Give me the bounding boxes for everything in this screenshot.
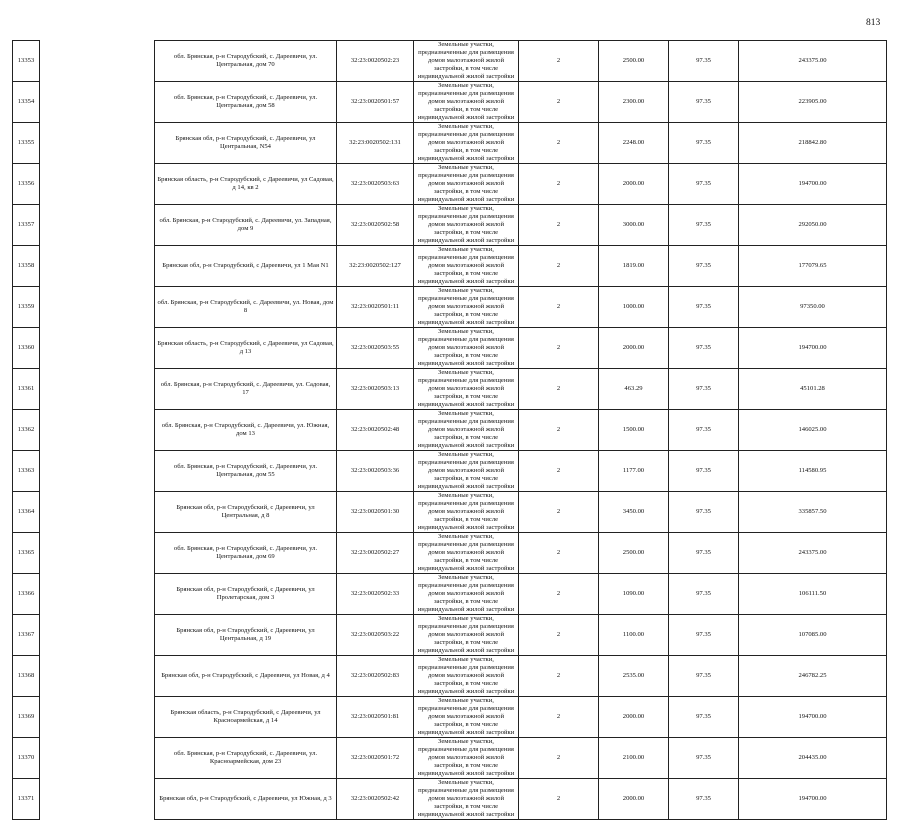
cell-rate: 97.35 bbox=[669, 287, 739, 328]
cell-address: Брянская обл, р-н Стародубский, с Дареевичи, ул Южная, д 3 bbox=[155, 779, 337, 820]
table-row bbox=[13, 574, 887, 615]
cell-land-use: Земельные участки, предназначенные для размещения домов малоэтажной жилой застройки, в том числе индивидуальной жилой застройки bbox=[414, 164, 519, 205]
cell-cadastral-value: 194700.00 bbox=[739, 328, 887, 369]
cell-area: 463.29 bbox=[599, 369, 669, 410]
cell-area: 1177.00 bbox=[599, 451, 669, 492]
cell-address: Брянская обл, р-н Стародубский, с Дареевичи, ул 1 Мая N1 bbox=[155, 246, 337, 287]
cell-spacer bbox=[40, 492, 155, 533]
cell-land-use: Земельные участки, предназначенные для размещения домов малоэтажной жилой застройки, в том числе индивидуальной жилой застройки bbox=[414, 41, 519, 82]
cell-address: Брянская область, р-н Стародубский, с Дареевичи, ул Садовая, д 13 bbox=[155, 328, 337, 369]
cell-cadastral-value: 106111.50 bbox=[739, 574, 887, 615]
cell-cadastral-number: 32:23:0020502:33 bbox=[337, 574, 414, 615]
cell-rate: 97.35 bbox=[669, 574, 739, 615]
cell-land-use: Земельные участки, предназначенные для размещения домов малоэтажной жилой застройки, в том числе индивидуальной жилой застройки bbox=[414, 123, 519, 164]
cell-category: 2 bbox=[519, 615, 599, 656]
cell-row-number: 13370 bbox=[13, 738, 40, 779]
cell-cadastral-number: 32:23:0020501:30 bbox=[337, 492, 414, 533]
cell-rate: 97.35 bbox=[669, 615, 739, 656]
cell-rate: 97.35 bbox=[669, 164, 739, 205]
cell-address: Брянская область, р-н Стародубский, с Дареевичи, ул Красноармейская, д 14 bbox=[155, 697, 337, 738]
cell-address: Брянская обл, р-н Стародубский, с Дареевичи, ул Пролетарская, дом 3 bbox=[155, 574, 337, 615]
cell-spacer bbox=[40, 82, 155, 123]
cell-land-use: Земельные участки, предназначенные для размещения домов малоэтажной жилой застройки, в том числе индивидуальной жилой застройки bbox=[414, 697, 519, 738]
cell-area: 3450.00 bbox=[599, 492, 669, 533]
cell-row-number: 13353 bbox=[13, 41, 40, 82]
table-row bbox=[13, 41, 887, 82]
cell-spacer bbox=[40, 533, 155, 574]
cell-spacer bbox=[40, 328, 155, 369]
cell-cadastral-value: 292050.00 bbox=[739, 205, 887, 246]
cell-category: 2 bbox=[519, 41, 599, 82]
cell-cadastral-value: 177079.65 bbox=[739, 246, 887, 287]
cell-rate: 97.35 bbox=[669, 328, 739, 369]
cell-row-number: 13368 bbox=[13, 656, 40, 697]
cell-address: обл. Брянская, р-н Стародубский, с. Дареевичи, ул. Красноармейская, дом 23 bbox=[155, 738, 337, 779]
table-row bbox=[13, 779, 887, 820]
table-row bbox=[13, 287, 887, 328]
cell-address: обл. Брянская, р-н Стародубский, с. Дареевичи, ул. Южная, дом 13 bbox=[155, 410, 337, 451]
cell-cadastral-value: 107085.00 bbox=[739, 615, 887, 656]
cell-cadastral-value: 194700.00 bbox=[739, 779, 887, 820]
cell-row-number: 13369 bbox=[13, 697, 40, 738]
cell-rate: 97.35 bbox=[669, 123, 739, 164]
cell-cadastral-number: 32:23:0020502:83 bbox=[337, 656, 414, 697]
cell-row-number: 13355 bbox=[13, 123, 40, 164]
cell-spacer bbox=[40, 656, 155, 697]
page-number: 813 bbox=[866, 18, 881, 28]
cell-area: 2000.00 bbox=[599, 779, 669, 820]
table-row bbox=[13, 82, 887, 123]
cell-address: Брянская обл, р-н Стародубский, с. Дареевичи, ул Центральная, N54 bbox=[155, 123, 337, 164]
cell-category: 2 bbox=[519, 123, 599, 164]
cell-rate: 97.35 bbox=[669, 246, 739, 287]
cell-cadastral-number: 32:23:0020503:55 bbox=[337, 328, 414, 369]
cell-cadastral-value: 194700.00 bbox=[739, 697, 887, 738]
cell-rate: 97.35 bbox=[669, 369, 739, 410]
cell-row-number: 13371 bbox=[13, 779, 40, 820]
cell-cadastral-value: 246782.25 bbox=[739, 656, 887, 697]
cell-category: 2 bbox=[519, 779, 599, 820]
cell-row-number: 13356 bbox=[13, 164, 40, 205]
cell-rate: 97.35 bbox=[669, 205, 739, 246]
cell-land-use: Земельные участки, предназначенные для размещения домов малоэтажной жилой застройки, в том числе индивидуальной жилой застройки bbox=[414, 369, 519, 410]
table-row bbox=[13, 123, 887, 164]
cell-land-use: Земельные участки, предназначенные для размещения домов малоэтажной жилой застройки, в том числе индивидуальной жилой застройки bbox=[414, 492, 519, 533]
cell-cadastral-value: 97350.00 bbox=[739, 287, 887, 328]
cell-land-use: Земельные участки, предназначенные для размещения домов малоэтажной жилой застройки, в том числе индивидуальной жилой застройки bbox=[414, 410, 519, 451]
cell-spacer bbox=[40, 738, 155, 779]
cell-category: 2 bbox=[519, 574, 599, 615]
cell-row-number: 13359 bbox=[13, 287, 40, 328]
cell-cadastral-number: 32:23:0020501:57 bbox=[337, 82, 414, 123]
table-row bbox=[13, 164, 887, 205]
cell-cadastral-number: 32:23:0020502:27 bbox=[337, 533, 414, 574]
table-body bbox=[13, 41, 887, 820]
cell-area: 1100.00 bbox=[599, 615, 669, 656]
cell-row-number: 13366 bbox=[13, 574, 40, 615]
cell-land-use: Земельные участки, предназначенные для размещения домов малоэтажной жилой застройки, в том числе индивидуальной жилой застройки bbox=[414, 779, 519, 820]
cell-land-use: Земельные участки, предназначенные для размещения домов малоэтажной жилой застройки, в том числе индивидуальной жилой застройки bbox=[414, 533, 519, 574]
cell-cadastral-number: 32:23:0020501:72 bbox=[337, 738, 414, 779]
cell-area: 1090.00 bbox=[599, 574, 669, 615]
cell-cadastral-number: 32:23:0020502:58 bbox=[337, 205, 414, 246]
cell-rate: 97.35 bbox=[669, 410, 739, 451]
cell-spacer bbox=[40, 41, 155, 82]
cell-cadastral-value: 335857.50 bbox=[739, 492, 887, 533]
cell-category: 2 bbox=[519, 533, 599, 574]
cell-cadastral-value: 243375.00 bbox=[739, 41, 887, 82]
cell-rate: 97.35 bbox=[669, 738, 739, 779]
cell-rate: 97.35 bbox=[669, 779, 739, 820]
cell-area: 2000.00 bbox=[599, 164, 669, 205]
cell-address: Брянская обл, р-н Стародубский, с Дареевичи, ул Новая, д 4 bbox=[155, 656, 337, 697]
cell-row-number: 13365 bbox=[13, 533, 40, 574]
cell-cadastral-number: 32:23:0020502:131 bbox=[337, 123, 414, 164]
cell-address: обл. Брянская, р-н Стародубский, с. Дареевичи, ул. Садовая, 17 bbox=[155, 369, 337, 410]
cell-land-use: Земельные участки, предназначенные для размещения домов малоэтажной жилой застройки, в том числе индивидуальной жилой застройки bbox=[414, 656, 519, 697]
cell-cadastral-number: 32:23:0020502:127 bbox=[337, 246, 414, 287]
table-row bbox=[13, 533, 887, 574]
cell-cadastral-number: 32:23:0020501:81 bbox=[337, 697, 414, 738]
cell-category: 2 bbox=[519, 82, 599, 123]
cell-category: 2 bbox=[519, 205, 599, 246]
cell-area: 2000.00 bbox=[599, 697, 669, 738]
cell-land-use: Земельные участки, предназначенные для размещения домов малоэтажной жилой застройки, в том числе индивидуальной жилой застройки bbox=[414, 615, 519, 656]
cell-area: 1500.00 bbox=[599, 410, 669, 451]
cell-land-use: Земельные участки, предназначенные для размещения домов малоэтажной жилой застройки, в том числе индивидуальной жилой застройки bbox=[414, 287, 519, 328]
cell-address: Брянская обл, р-н Стародубский, с Дареевичи, ул Центральная, д 19 bbox=[155, 615, 337, 656]
cell-cadastral-number: 32:23:0020502:42 bbox=[337, 779, 414, 820]
cell-address: обл. Брянская, р-н Стародубский, с. Дареевичи, ул. Центральная, дом 70 bbox=[155, 41, 337, 82]
cell-land-use: Земельные участки, предназначенные для размещения домов малоэтажной жилой застройки, в том числе индивидуальной жилой застройки bbox=[414, 738, 519, 779]
cell-category: 2 bbox=[519, 738, 599, 779]
cell-row-number: 13367 bbox=[13, 615, 40, 656]
table-row bbox=[13, 369, 887, 410]
cell-category: 2 bbox=[519, 492, 599, 533]
cell-cadastral-number: 32:23:0020502:48 bbox=[337, 410, 414, 451]
table-row bbox=[13, 656, 887, 697]
cell-category: 2 bbox=[519, 656, 599, 697]
cell-row-number: 13361 bbox=[13, 369, 40, 410]
cell-cadastral-value: 114580.95 bbox=[739, 451, 887, 492]
cell-address: Брянская область, р-н Стародубский, с Дареевичи, ул Садовая, д 14, кв 2 bbox=[155, 164, 337, 205]
cell-spacer bbox=[40, 123, 155, 164]
cell-address: обл. Брянская, р-н Стародубский, с. Дареевичи, ул. Центральная, дом 69 bbox=[155, 533, 337, 574]
cell-land-use: Земельные участки, предназначенные для размещения домов малоэтажной жилой застройки, в том числе индивидуальной жилой застройки bbox=[414, 451, 519, 492]
cell-category: 2 bbox=[519, 164, 599, 205]
cell-spacer bbox=[40, 369, 155, 410]
cell-land-use: Земельные участки, предназначенные для размещения домов малоэтажной жилой застройки, в том числе индивидуальной жилой застройки bbox=[414, 82, 519, 123]
cell-area: 2100.00 bbox=[599, 738, 669, 779]
cell-category: 2 bbox=[519, 328, 599, 369]
cell-spacer bbox=[40, 697, 155, 738]
cell-cadastral-number: 32:23:0020501:11 bbox=[337, 287, 414, 328]
cell-row-number: 13360 bbox=[13, 328, 40, 369]
cell-land-use: Земельные участки, предназначенные для размещения домов малоэтажной жилой застройки, в том числе индивидуальной жилой застройки bbox=[414, 328, 519, 369]
cell-row-number: 13363 bbox=[13, 451, 40, 492]
cell-rate: 97.35 bbox=[669, 451, 739, 492]
table-row bbox=[13, 738, 887, 779]
cell-cadastral-value: 223905.00 bbox=[739, 82, 887, 123]
cell-area: 3000.00 bbox=[599, 205, 669, 246]
cell-cadastral-number: 32:23:0020503:36 bbox=[337, 451, 414, 492]
cell-area: 2000.00 bbox=[599, 328, 669, 369]
cell-rate: 97.35 bbox=[669, 697, 739, 738]
cell-rate: 97.35 bbox=[669, 492, 739, 533]
cell-area: 2248.00 bbox=[599, 123, 669, 164]
cell-cadastral-value: 194700.00 bbox=[739, 164, 887, 205]
cell-cadastral-value: 243375.00 bbox=[739, 533, 887, 574]
cell-spacer bbox=[40, 410, 155, 451]
cell-address: обл. Брянская, р-н Стародубский, с. Дареевичи, ул. Центральная, дом 55 bbox=[155, 451, 337, 492]
table-row bbox=[13, 205, 887, 246]
cell-area: 1000.00 bbox=[599, 287, 669, 328]
cell-category: 2 bbox=[519, 369, 599, 410]
cell-rate: 97.35 bbox=[669, 82, 739, 123]
cell-cadastral-value: 204435.00 bbox=[739, 738, 887, 779]
cell-category: 2 bbox=[519, 410, 599, 451]
cell-row-number: 13357 bbox=[13, 205, 40, 246]
cell-cadastral-value: 45101.28 bbox=[739, 369, 887, 410]
cell-spacer bbox=[40, 615, 155, 656]
cell-category: 2 bbox=[519, 697, 599, 738]
cell-spacer bbox=[40, 164, 155, 205]
cell-area: 2500.00 bbox=[599, 533, 669, 574]
cell-spacer bbox=[40, 205, 155, 246]
cell-row-number: 13364 bbox=[13, 492, 40, 533]
cell-cadastral-value: 146025.00 bbox=[739, 410, 887, 451]
cell-address: обл. Брянская, р-н Стародубский, с. Дареевичи, ул. Западная, дом 9 bbox=[155, 205, 337, 246]
table-row bbox=[13, 492, 887, 533]
cell-cadastral-number: 32:23:0020503:63 bbox=[337, 164, 414, 205]
cell-area: 2500.00 bbox=[599, 41, 669, 82]
table-row bbox=[13, 451, 887, 492]
cell-row-number: 13358 bbox=[13, 246, 40, 287]
table-row bbox=[13, 615, 887, 656]
cell-spacer bbox=[40, 779, 155, 820]
table-row bbox=[13, 410, 887, 451]
cell-rate: 97.35 bbox=[669, 533, 739, 574]
cell-rate: 97.35 bbox=[669, 656, 739, 697]
table-row bbox=[13, 328, 887, 369]
cell-address: Брянская обл, р-н Стародубский, с Дареевичи, ул Центральная, д 8 bbox=[155, 492, 337, 533]
cell-spacer bbox=[40, 574, 155, 615]
cell-land-use: Земельные участки, предназначенные для размещения домов малоэтажной жилой застройки, в том числе индивидуальной жилой застройки bbox=[414, 205, 519, 246]
cell-spacer bbox=[40, 451, 155, 492]
cadastral-value-table bbox=[12, 40, 887, 820]
cell-area: 2535.00 bbox=[599, 656, 669, 697]
cell-category: 2 bbox=[519, 287, 599, 328]
cell-area: 2300.00 bbox=[599, 82, 669, 123]
cell-address: обл. Брянская, р-н Стародубский, с. Дареевичи, ул. Центральная, дом 58 bbox=[155, 82, 337, 123]
cell-category: 2 bbox=[519, 246, 599, 287]
cell-row-number: 13362 bbox=[13, 410, 40, 451]
cell-spacer bbox=[40, 287, 155, 328]
cell-cadastral-value: 218842.80 bbox=[739, 123, 887, 164]
cell-category: 2 bbox=[519, 451, 599, 492]
cell-cadastral-number: 32:23:0020503:22 bbox=[337, 615, 414, 656]
cell-area: 1819.00 bbox=[599, 246, 669, 287]
cell-address: обл. Брянская, р-н Стародубский, с. Дареевичи, ул. Новая, дом 8 bbox=[155, 287, 337, 328]
cell-cadastral-number: 32:23:0020503:13 bbox=[337, 369, 414, 410]
cell-row-number: 13354 bbox=[13, 82, 40, 123]
cell-spacer bbox=[40, 246, 155, 287]
table-row bbox=[13, 697, 887, 738]
table-row bbox=[13, 246, 887, 287]
cell-land-use: Земельные участки, предназначенные для размещения домов малоэтажной жилой застройки, в том числе индивидуальной жилой застройки bbox=[414, 246, 519, 287]
cell-rate: 97.35 bbox=[669, 41, 739, 82]
cell-land-use: Земельные участки, предназначенные для размещения домов малоэтажной жилой застройки, в том числе индивидуальной жилой застройки bbox=[414, 574, 519, 615]
cell-cadastral-number: 32:23:0020502:23 bbox=[337, 41, 414, 82]
